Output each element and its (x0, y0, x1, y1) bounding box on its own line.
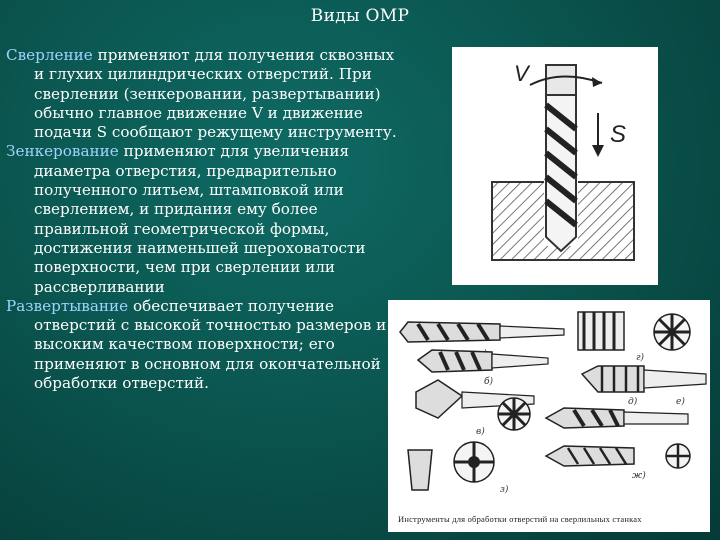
tool-label-g: г) (636, 353, 645, 363)
tool-step-drill (546, 396, 688, 428)
tool-machine-reamer (582, 366, 706, 407)
paragraph-drilling (6, 46, 398, 142)
text-block (6, 46, 398, 393)
tool-label-zh: ж) (632, 471, 646, 481)
slide-title: Виды ОМР (310, 6, 410, 26)
tool-label-z: з) (500, 485, 509, 495)
paragraph-countersinking (6, 142, 398, 296)
velocity-label: V (514, 61, 529, 86)
tool-label-d: д) (628, 397, 638, 407)
paragraph-reaming (6, 297, 398, 393)
term-drilling: Сверление (6, 46, 93, 64)
drill-shank (546, 65, 576, 95)
term-countersinking: Зенкерование (6, 142, 119, 161)
tools-caption: Инструменты для обработки отверстий на сверлильных станках (398, 514, 642, 524)
feed-label: S (610, 121, 627, 148)
drilling-diagram (452, 47, 658, 285)
tool-label-b: б) (484, 377, 494, 387)
term-reaming: Развертывание (6, 296, 129, 315)
tools-diagram-svg (388, 300, 710, 510)
tools-diagram (388, 300, 710, 532)
tool-cutter-heads (408, 442, 509, 495)
tool-taper-reamer (546, 444, 690, 481)
paragraph-drilling-text: применяют для получения сквозных и глухих цилиндрических отверстий. При сверлении (зенкеровании, развертывании) обычно главное движение V и движение подачи S сообщают режущему инструменту. (34, 46, 397, 142)
feed-arrowhead (592, 145, 604, 157)
tool-label-e: е) (676, 397, 685, 407)
paragraph-countersinking-text: применяют для увеличения диаметра отверстия, предварительно полученного литьем, штамповкой или сверлением, и придания ему более правильной геометрической формы, достижения наименьшей шероховатости поверхности, чем при сверлении или рассверливании (34, 142, 366, 296)
tool-shell-reamer (578, 312, 690, 363)
tool-label-v: в) (476, 427, 485, 437)
tool-counterbore (416, 380, 534, 437)
paragraph-reaming-text: обеспечивает получение отверстий с высокой точностью размеров и высоким качеством поверхности; его применяют в основном для окончательной обработки отверстий. (34, 296, 387, 393)
drilling-diagram-svg (452, 47, 658, 285)
